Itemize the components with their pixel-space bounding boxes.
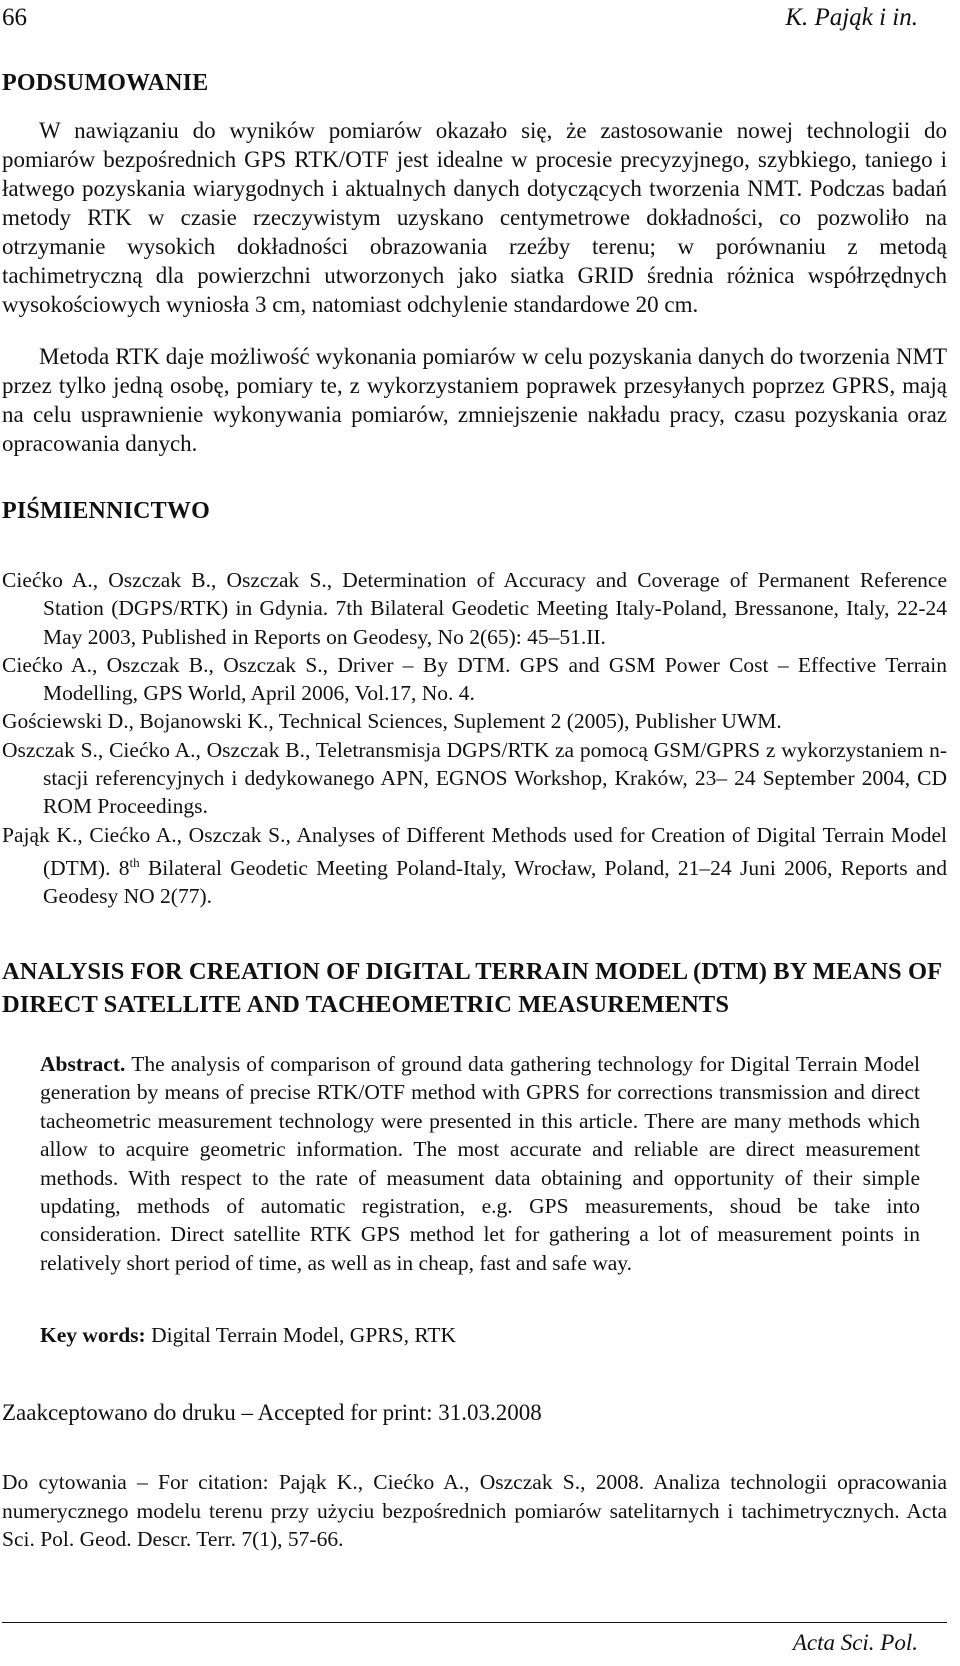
section-heading-summary: PODSUMOWANIE bbox=[2, 70, 209, 96]
reference-text: Bilateral Geodetic Meeting Poland-Italy, Wrocław, Poland, 21–24 Juni 2006, Reports and Geodesy NO 2(77). bbox=[43, 856, 947, 909]
section-heading-references: PIŚMIENNICTWO bbox=[2, 498, 210, 524]
footer-journal: Acta Sci. Pol. bbox=[792, 1630, 918, 1655]
keywords-text: Digital Terrain Model, GPRS, RTK bbox=[145, 1323, 457, 1347]
ordinal-superscript: th bbox=[129, 854, 140, 870]
abstract bbox=[40, 1050, 920, 1277]
reference-list bbox=[2, 566, 947, 911]
abstract-text: The analysis of comparison of ground data gathering technology for Digital Terrain Model generation by means of precise RTK/OTF method with GPRS for corrections transmission and direct tacheometric measurement technology were presented in this article. There are many methods which allow to acquire geometric information. The most accurate and reliable are direct measurement methods. With respect to the rate of measument data obtaining and opportunity of their simple updating, methods of automatic registration, e.g. GPS measurements, shoud be take into consideration. Direct satellite RTK GPS method let for gathering a lot of measurement points in relatively short period of time, as well as in cheap, fast and safe way. bbox=[40, 1052, 920, 1275]
page-number: 66 bbox=[2, 4, 27, 31]
running-header-authors: K. Pająk i in. bbox=[785, 4, 918, 31]
summary-paragraph-1: W nawiązaniu do wyników pomiarów okazało się, że zastosowanie nowej technologii do pomiarów bezpośrednich GPS RTK/OTF jest idealne w procesie precyzyjnego, szybkiego, taniego i łatwego pozyskania wiarygodnych i aktualnych danych dotyczących tworzenia NMT. Podczas badań metody RTK w czasie rzeczywistym uzyskano centymetrowe dokładności, co pozwoliło na otrzymanie wysokich dokładności obrazowania rzeźby terenu; w porównaniu z metodą tachimetryczną dla powierzchni utworzonych jako siatka GRID średnia różnica współrzędnych wysokościowych wyniosła 3 cm, natomiast odchylenie standardowe 20 cm. bbox=[2, 118, 947, 317]
reference-item: Ciećko A., Oszczak B., Oszczak S., Determination of Accuracy and Coverage of Permanent Reference Station (DGPS/RTK) in Gdynia. 7th Bilateral Geodetic Meeting Italy-Poland, Bressanone, Italy, 22-24 May 2003, Published in Reports on Geodesy, No 2(65): 45–51.II. bbox=[2, 568, 947, 649]
abstract-label: Abstract. bbox=[40, 1052, 126, 1076]
keywords bbox=[40, 1323, 456, 1348]
reference-item: Gościewski D., Bojanowski K., Technical Sciences, Suplement 2 (2005), Publisher UWM. bbox=[2, 709, 782, 734]
reference-item: Ciećko A., Oszczak B., Oszczak S., Driver – By DTM. GPS and GSM Power Cost – Effective Terrain Modelling, GPS World, April 2006, Vol.17, No. 4. bbox=[2, 652, 947, 706]
reference-item bbox=[2, 821, 947, 911]
reference-text: Pająk K., Ciećko A., Oszczak S., Analyses of Different Methods used for Creation of Digital Terrain Model (DTM). 8 bbox=[2, 822, 947, 881]
footer-divider bbox=[2, 1622, 947, 1623]
english-title: ANALYSIS FOR CREATION OF DIGITAL TERRAIN MODEL (DTM) BY MEANS OF DIRECT SATELLITE AND TACHEOMETRIC MEASUREMENTS bbox=[2, 958, 942, 1018]
summary-paragraph-2: Metoda RTK daje możliwość wykonania pomiarów w celu pozyskania danych do tworzenia NMT przez tylko jedną osobę, pomiary te, z wykorzystaniem poprawek przesyłanych poprzez GPRS, mają na celu usprawnienie wykonywania pomiarów, zmniejszenie nakładu pracy, czasu pozyskania oraz opracowania danych. bbox=[2, 344, 947, 456]
reference-item: Oszczak S., Ciećko A., Oszczak B., Teletransmisja DGPS/RTK za pomocą GSM/GPRS z wykorzystaniem n-stacji referencyjnych i dedykowanego APN, EGNOS Workshop, Kraków, 23– 24 September 2004, CD ROM Proceedings. bbox=[2, 737, 947, 819]
accepted-date: Zaakceptowano do druku – Accepted for print: 31.03.2008 bbox=[2, 1400, 542, 1425]
citation: Do cytowania – For citation: Pająk K., Ciećko A., Oszczak S., 2008. Analiza technologii opracowania numerycznego modelu terenu przy użyciu bezpośrednich pomiarów satelitarnych i tachimetrycznych. Acta Sci. Pol. Geod. Descr. Terr. 7(1), 57-66. bbox=[2, 1470, 947, 1551]
keywords-label: Key words: bbox=[40, 1323, 146, 1347]
